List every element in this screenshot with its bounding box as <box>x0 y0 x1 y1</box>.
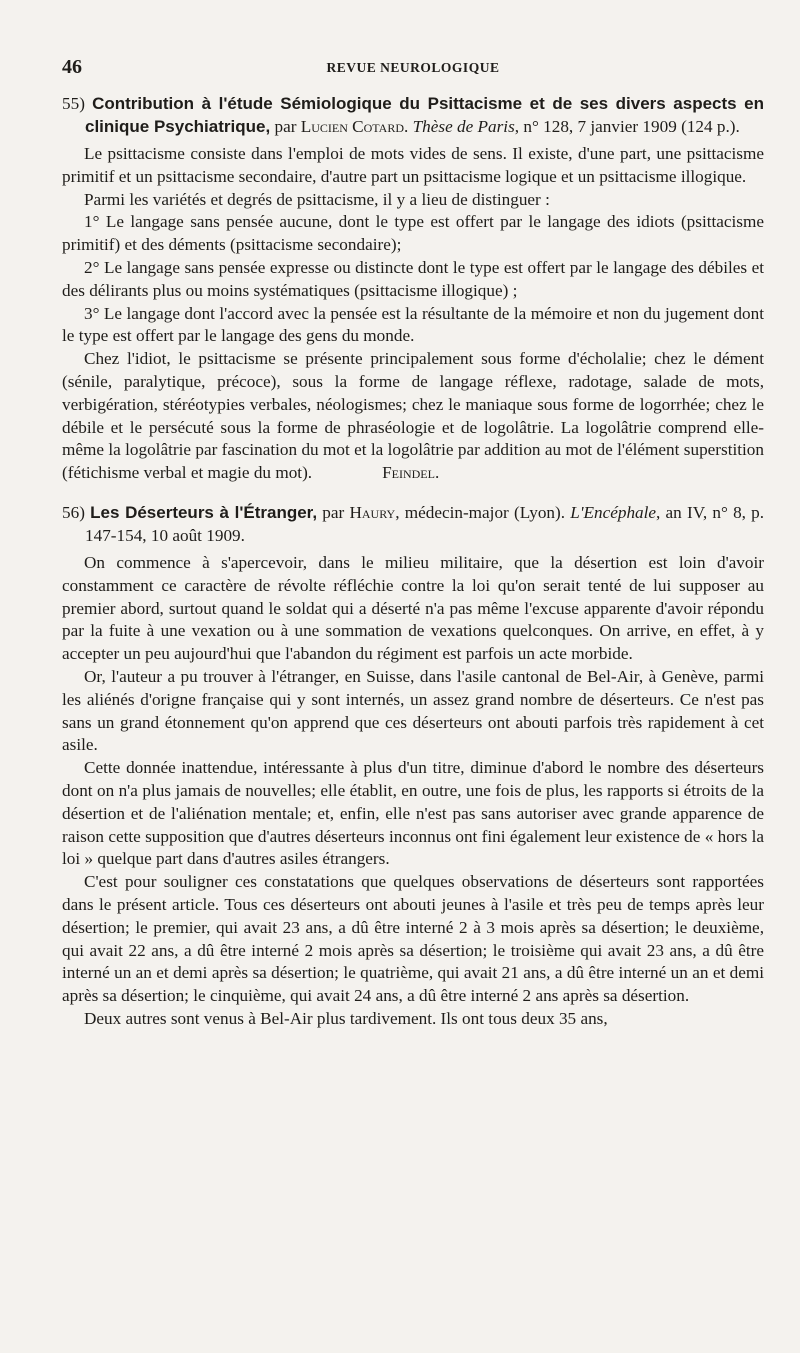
page-number: 46 <box>62 56 82 78</box>
entry-author: Lucien Cotard <box>300 117 405 136</box>
entry-by: par <box>322 502 345 522</box>
signature: Feindel. <box>382 463 440 483</box>
paragraph: On commence à s'apercevoir, dans le milieu militaire, que la désertion est loin d'avoir constamment ce caractère de révolte réfléchie contre la loi qu'on serait tenté de lui supposer au premier abord, surtout quand le soldat qui a déserté n'a pas même l'excuse apparente d'avoir répondu par la fuite à une vexation ou à une sommation de vexations quelconques. On arrive, en effet, à y accepter un peu aujourd'hui que l'abandon du régiment est parfois un acte morbide. <box>62 552 764 664</box>
entry-details: , n° 128, 7 janvier 1909 (124 p.). <box>514 117 740 136</box>
entry-number: 56) <box>62 502 85 522</box>
entry-56 <box>62 501 764 1031</box>
entry-details: , médecin-major (Lyon). <box>395 502 566 522</box>
running-head <box>62 56 764 92</box>
entry-title: Les Déserteurs à l'Étranger, <box>90 502 318 522</box>
paragraph: Or, l'auteur a pu trouver à l'étranger, en Suisse, dans l'asile cantonal de Bel-Air, à Genève, parmi les aliénés d'origne française qui y sont internés, un assez grand nombre de déserteurs. Ce n'est pas sans un grand étonnement qu'on apprend que ces déserteurs ont abouti parfois très rapidement à cet asile. <box>62 666 764 755</box>
journal-title: REVUE NEUROLOGIQUE <box>326 60 500 75</box>
paragraph: Deux autres sont venus à Bel-Air plus tardivement. Ils ont tous deux 35 ans, <box>84 1008 608 1028</box>
entry-details: , an IV, n° 8, p. 147-154, 10 août 1909. <box>85 502 765 545</box>
paragraph: C'est pour souligner ces constatations que quelques observations de déserteurs sont rapportées dans le présent article. Tous ces déserteurs ont abouti jeunes à l'asile et très peu de temps après leur désertion; le premier, qui avait 23 ans, a dû être interné 2 à 3 mois après sa désertion; le deuxième, qui avait 22 ans, a dû être interné 2 mois après sa désertion; le troisième qui avait 23 ans, a dû être interné un an et demi après sa désertion; le quatrième, qui avait 21 ans, a dû être interné un an et demi après sa désertion; le cinquième, qui avait 24 ans, a dû être interné 2 ans après sa désertion. <box>62 872 764 1006</box>
entry-title: Contribution à l'étude Sémiologique du Psittacisme et de ses divers aspects en clinique Psychiatrique, <box>85 94 765 136</box>
entry-56-heading <box>62 501 764 547</box>
paragraph: 2° Le langage sans pensée expresse ou distincte dont le type est offert par le langage des débiles et des délirants plus ou moins systématiques (psittacisme illogique) ; <box>62 257 764 300</box>
entry-source: L'Encéphale <box>570 502 657 522</box>
paragraph: Parmi les variétés et degrés de psittacisme, il y a lieu de distinguer : <box>84 189 550 209</box>
entry-author: Haury <box>349 502 396 522</box>
entry-55 <box>62 92 764 485</box>
paragraph: Cette donnée inattendue, intéressante à plus d'un titre, diminue d'abord le nombre des déserteurs dont on n'a plus jamais de nouvelles; elle établit, en outre, une fois de plus, les rapports si étroits de la désertion et de l'aliénation mentale; et, enfin, elle n'est pas sans autoriser avec grande apparence de raison cette supposition que d'autres déserteurs inconnus ont fini également leur existence de « hors la loi » quelque part dans d'autres asiles étrangers. <box>62 758 764 869</box>
paragraph: 3° Le langage dont l'accord avec la pensée est la résultante de la mémoire et non du jugement dont le type est offert par le langage des gens du monde. <box>62 303 764 346</box>
paragraph <box>62 348 764 485</box>
entry-source: Thèse de Paris <box>412 117 515 136</box>
paragraph-text: Chez l'idiot, le psittacisme se présente principalement sous forme d'écholalie; chez le dément (sénile, paralytique, précoce), sous la forme de langage réflexe, radotage, salade de mots, verbigération, stéréotypies verbales, néologismes; chez le maniaque sous forme de logorrhée; chez le débile et le persécuté sous la forme de phraséologie et de logolâtrie. La logolâtrie comprend elle-même la logolâtrie par fascination du mot et la logolâtrie par addition au mot de l'élément superstition (fétichisme verbal et magie du mot). <box>62 349 764 483</box>
paragraph: 1° Le langage sans pensée aucune, dont le type est offert par le langage des idiots (psittacisme primitif) et des déments (psittacisme secondaire); <box>62 212 764 255</box>
paragraph: Le psittacisme consiste dans l'emploi de mots vides de sens. Il existe, d'une part, une psittacisme primitif et un psittacisme secondaire, d'autre part un psittacisme logique et un psittacisme illogique. <box>62 144 764 186</box>
section-gap <box>62 485 764 501</box>
entry-number: 55) <box>62 94 85 113</box>
entry-55-heading: 55) Contribution à l'étude Sémiologique du Psittacisme et de ses divers aspects en clinique Psychiatrique, par Lucien Cotard. Thèse de Paris, n° 128, 7 janvier 1909 (124 p.). <box>62 94 765 136</box>
entry-by: par <box>274 117 297 136</box>
